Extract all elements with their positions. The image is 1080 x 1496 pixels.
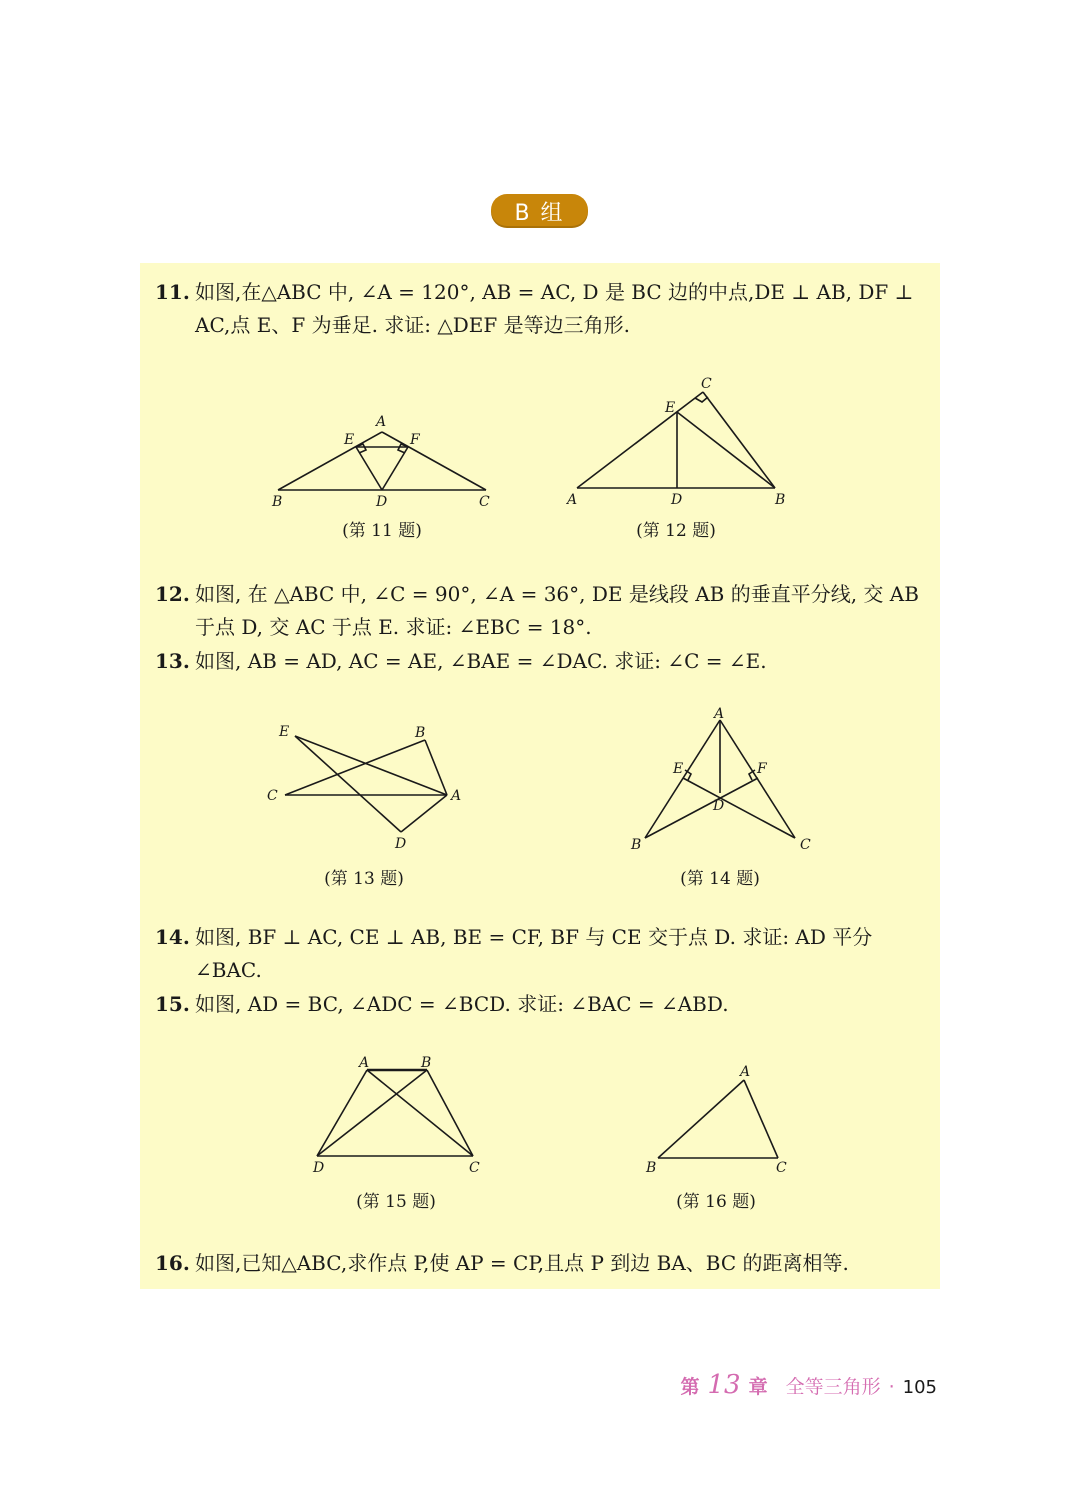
- caption-11: (第 11 题): [342, 521, 422, 541]
- page-number: 105: [902, 1377, 937, 1398]
- chapter-number: 13: [707, 1370, 741, 1400]
- page-footer: [680, 1370, 937, 1400]
- figure-16: [640, 1062, 805, 1186]
- problem-13: [155, 645, 930, 678]
- label-C: C: [776, 1160, 787, 1176]
- problem-text-cont: ∠BAC.: [195, 958, 262, 982]
- label-B: B: [415, 725, 426, 741]
- label-D: D: [713, 798, 725, 814]
- caption-12: (第 12 题): [636, 521, 716, 541]
- problem-text-cont: AC,点 E、F 为垂足. 求证: △DEF 是等边三角形.: [195, 313, 630, 337]
- problem-number: 14.: [155, 925, 190, 949]
- chapter-title: 全等三角形: [785, 1376, 881, 1398]
- caption-13: (第 13 题): [324, 869, 404, 889]
- label-C: C: [469, 1160, 480, 1176]
- label-D: D: [376, 494, 388, 510]
- chapter-prefix: 第: [680, 1376, 700, 1398]
- problem-number: 16.: [155, 1251, 190, 1275]
- caption-14: (第 14 题): [680, 869, 760, 889]
- label-A: A: [740, 1064, 751, 1080]
- problem-15: [155, 988, 930, 1021]
- label-E: E: [665, 400, 676, 416]
- label-B: B: [631, 837, 642, 853]
- chapter-suffix: 章: [748, 1376, 768, 1398]
- problem-text-cont: 于点 D, 交 AC 于点 E. 求证: ∠EBC = 18°.: [195, 615, 592, 639]
- problem-11: [155, 276, 930, 342]
- problem-12: [155, 578, 930, 644]
- problem-text: 如图,在△ABC 中, ∠A = 120°, AB = AC, D 是 BC 边的中点,DE ⊥ AB, DF ⊥: [195, 280, 914, 304]
- label-D: D: [313, 1160, 325, 1176]
- label-E: E: [673, 761, 684, 777]
- label-E: E: [344, 432, 355, 448]
- problem-number: 13.: [155, 649, 190, 673]
- problem-text: 如图, BF ⊥ AC, CE ⊥ AB, BE = CF, BF 与 CE 交于点 D. 求证: AD 平分: [195, 925, 873, 949]
- label-A: A: [451, 788, 462, 804]
- label-B: B: [775, 492, 786, 508]
- problem-number: 12.: [155, 582, 190, 606]
- problem-16: [155, 1247, 930, 1280]
- figure-13: [265, 720, 475, 864]
- label-C: C: [701, 376, 712, 392]
- label-A: A: [567, 492, 578, 508]
- problem-14: [155, 921, 930, 987]
- figure-12: [565, 372, 795, 516]
- problem-number: 11.: [155, 280, 190, 304]
- label-F: F: [757, 761, 767, 777]
- problem-number: 15.: [155, 992, 190, 1016]
- figure-11: [270, 410, 500, 514]
- label-B: B: [421, 1055, 432, 1071]
- label-C: C: [267, 788, 278, 804]
- caption-16: (第 16 题): [676, 1192, 756, 1212]
- label-D: D: [395, 836, 407, 852]
- label-C: C: [800, 837, 811, 853]
- figure-15: [305, 1052, 490, 1186]
- problem-text: 如图, 在 △ABC 中, ∠C = 90°, ∠A = 36°, DE 是线段 AB 的垂直平分线, 交 AB: [195, 582, 919, 606]
- label-A: A: [714, 706, 725, 722]
- label-C: C: [479, 494, 490, 510]
- figure-14: [625, 704, 825, 858]
- problem-text: 如图, AD = BC, ∠ADC = ∠BCD. 求证: ∠BAC = ∠ABD.: [195, 992, 729, 1016]
- caption-15: (第 15 题): [356, 1192, 436, 1212]
- label-F: F: [410, 432, 420, 448]
- label-A: A: [359, 1055, 370, 1071]
- problem-text: 如图, AB = AD, AC = AE, ∠BAE = ∠DAC. 求证: ∠C = ∠E.: [195, 649, 767, 673]
- label-B: B: [272, 494, 283, 510]
- group-badge: B 组: [491, 194, 588, 228]
- label-B: B: [646, 1160, 657, 1176]
- label-D: D: [671, 492, 683, 508]
- problem-text: 如图,已知△ABC,求作点 P,使 AP = CP,且点 P 到边 BA、BC 的距离相等.: [195, 1251, 849, 1275]
- label-A: A: [376, 414, 387, 430]
- footer-dot: ·: [888, 1376, 895, 1398]
- label-E: E: [279, 724, 290, 740]
